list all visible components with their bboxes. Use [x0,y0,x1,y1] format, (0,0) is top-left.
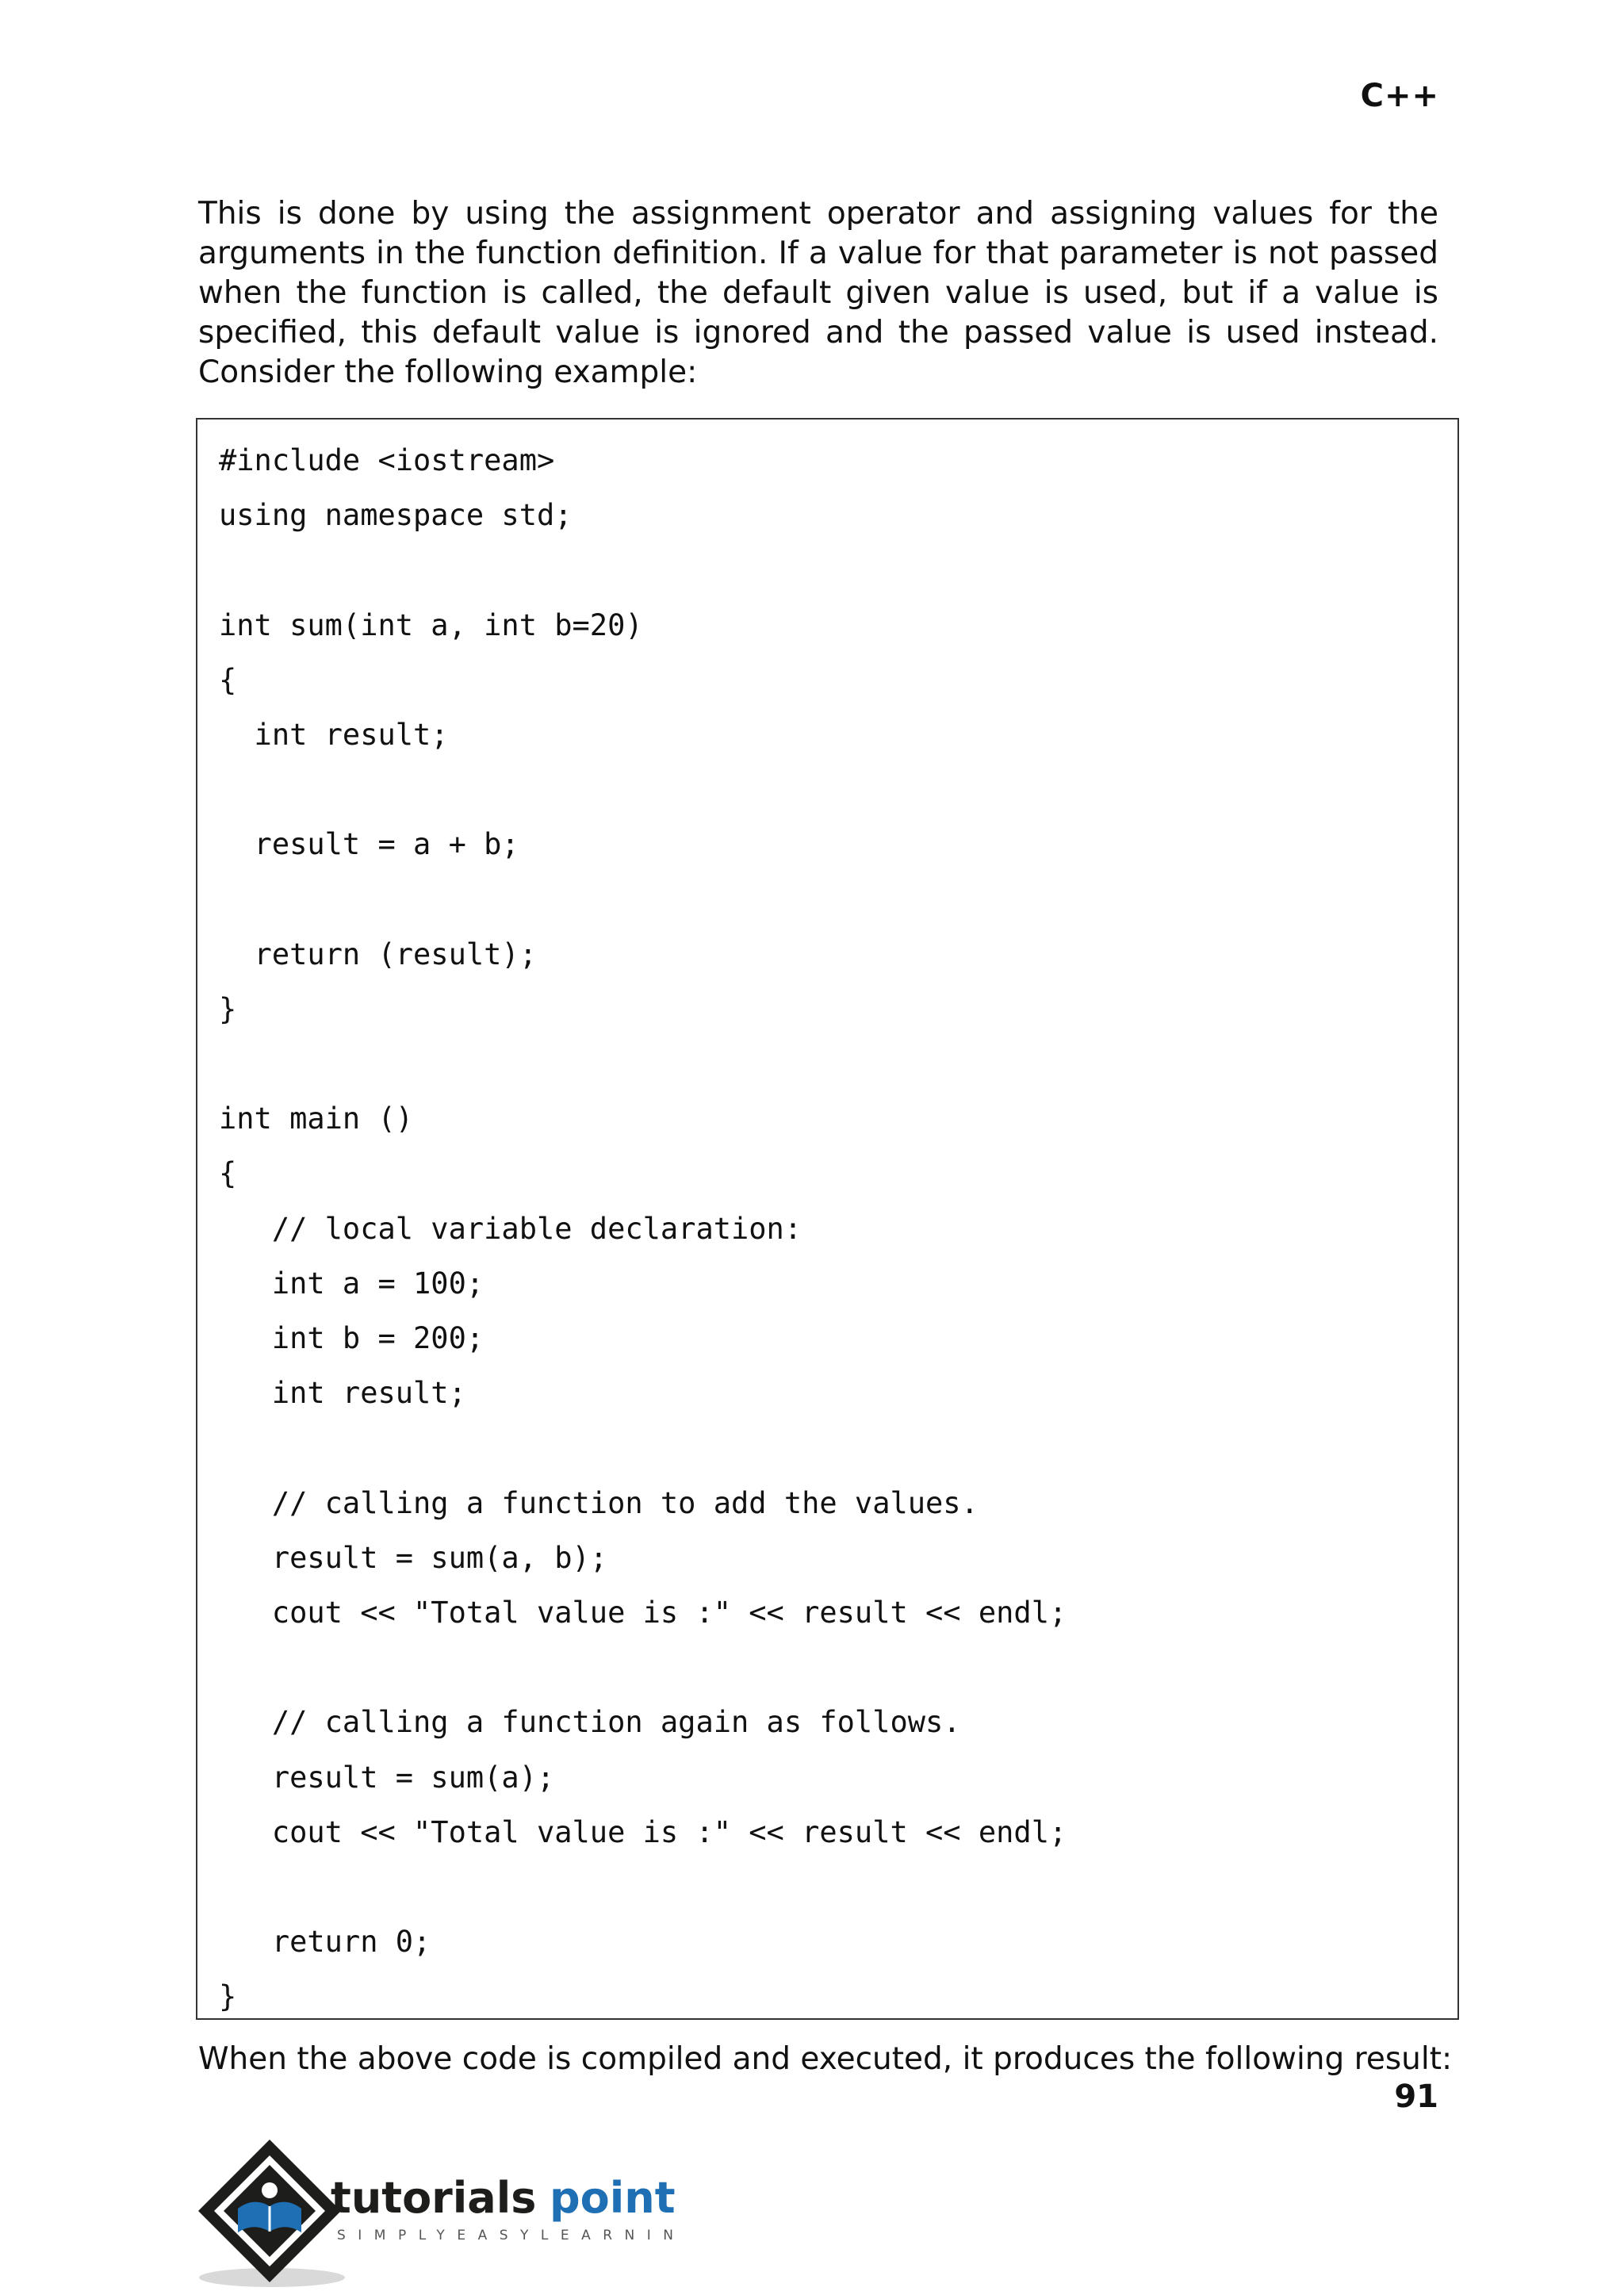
code-line [219,1644,1067,1699]
code-line: result = a + b; [219,827,519,862]
code-line: { [219,662,237,697]
logo-brand-prefix: tutorials [331,2173,537,2223]
code-line [219,546,1067,601]
code-line: return (result); [219,937,537,971]
logo-brand-suffix: point [550,2173,676,2223]
code-line [219,1040,1067,1095]
page-number: 91 [1394,2079,1438,2115]
code-line: } [219,991,237,1026]
code-line: cout << "Total value is :" << result << endl; [219,1595,1067,1630]
code-line: int result; [219,717,449,752]
code-listing [219,437,1067,2028]
code-line: { [219,1156,237,1191]
code-line: #include <iostream> [219,443,555,477]
code-line: result = sum(a, b); [219,1540,608,1575]
code-line: int b = 200; [219,1321,485,1355]
code-line [219,1864,1067,1918]
result-intro-sentence: When the above code is compiled and executed, it produces the following result: [198,2041,1453,2077]
code-line: using namespace std; [219,498,573,533]
code-line: result = sum(a); [219,1760,555,1795]
person-icon [262,2182,278,2198]
code-line: } [219,1979,237,2014]
code-example-box [196,418,1459,2020]
code-line: int main () [219,1102,414,1136]
code-line: // local variable declaration: [219,1211,802,1246]
code-line: int result; [219,1376,466,1411]
code-line: // calling a function to add the values. [219,1485,979,1520]
code-line [219,1424,1067,1479]
code-line [219,766,1067,821]
code-line: int a = 100; [219,1266,485,1301]
intro-paragraph: This is done by using the assignment operator and assigning values for the arguments in the function definition. If a value for that parameter is not passed when the function is called, the default given value is used, but if a value is specified, this default value is ignored and the passed value is used instead. Consider the following example: [198,196,1438,390]
logo-tagline: SIMPLYEASYLEARNING [337,2228,686,2243]
code-line: // calling a function again as follows. [219,1705,961,1740]
logo-graphic [194,2133,686,2292]
code-line [219,876,1067,931]
code-line: int sum(int a, int b=20) [219,607,643,642]
running-header-title: C++ [1360,78,1439,114]
code-line: return 0; [219,1925,431,1960]
code-line: cout << "Total value is :" << result << endl; [219,1814,1067,1849]
tutorialspoint-logo [194,2133,686,2292]
